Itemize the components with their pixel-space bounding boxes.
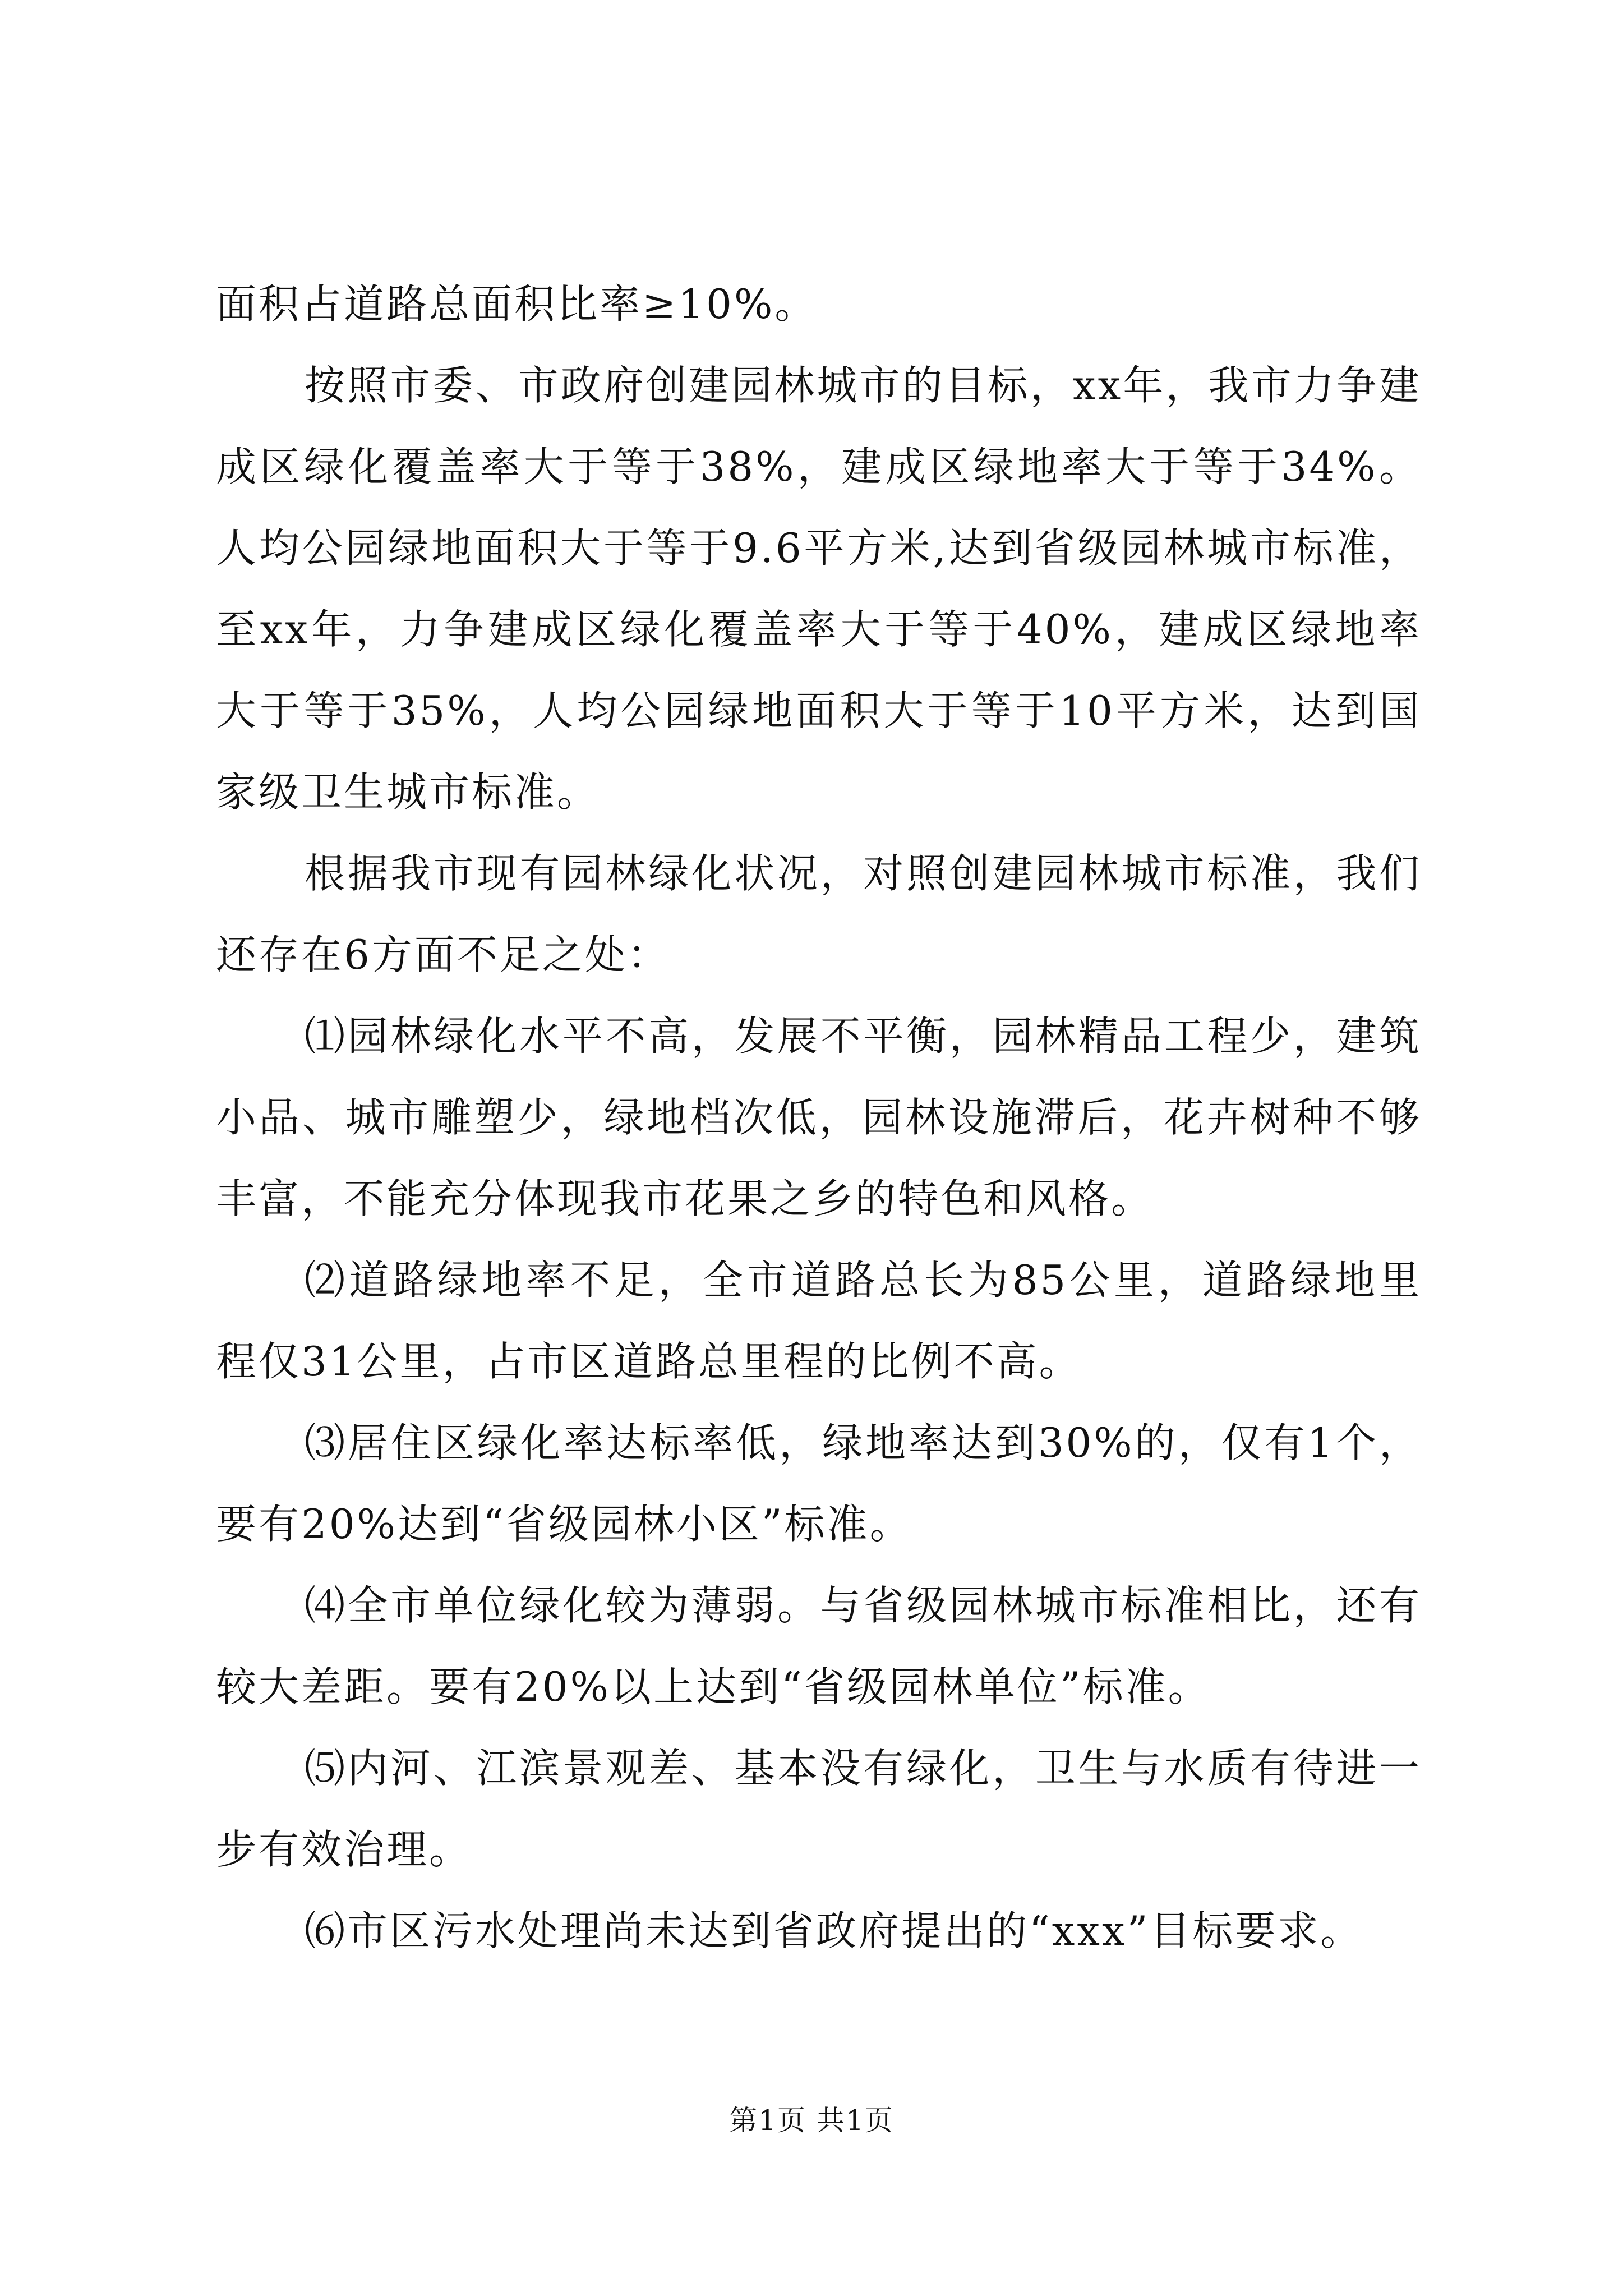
paragraph-shortcomings-intro: 根据我市现有园林绿化状况，对照创建园林城市标准，我们还存在6方面不足之处： bbox=[216, 850, 1422, 978]
paragraph-shortcoming-1: ⑴园林绿化水平不高，发展不平衡，园林精品工程少，建筑小品、城市雕塑少，绿地档次低，园林设施滞后，花卉树种不够丰富，不能充分体现我市花果之乡的特色和风格。 bbox=[216, 1013, 1422, 1222]
page-number-footer: 第1页 共1页 bbox=[729, 2104, 894, 2137]
paragraph-shortcoming-4: ⑷全市单位绿化较为薄弱。与省级园林城市标准相比，还有较大差距。要有20%以上达到“省级园林单位”标准。 bbox=[216, 1582, 1422, 1710]
paragraph-continuation: 面积占道路总面积比率≥10%。 bbox=[216, 280, 818, 328]
paragraph-shortcoming-3: ⑶居住区绿化率达标率低，绿地率达到30%的，仅有1个，要有20%达到“省级园林小区”标准。 bbox=[216, 1419, 1422, 1548]
paragraph-shortcoming-5: ⑸内河、江滨景观差、基本没有绿化，卫生与水质有待进一步有效治理。 bbox=[216, 1745, 1422, 1873]
paragraph-shortcoming-6: ⑹市区污水处理尚未达到省政府提出的“xxx”目标要求。 bbox=[305, 1907, 1363, 1954]
paragraph-garden-city-targets: 按照市委、市政府创建园林城市的目标，xx年，我市力争建成区绿化覆盖率大于等于38%，建成区绿地率大于等于34%。人均公园绿地面积大于等于9.6平方米,达到省级园林城市标准，至xx年，力争建成区绿化覆盖率大于等于40%，建成区绿地率大于等于35%，人均公园绿地面积大于等于10平方米，达到国家级卫生城市标准。 bbox=[216, 362, 1422, 816]
document-body bbox=[216, 264, 1422, 1972]
paragraph-shortcoming-2: ⑵道路绿地率不足，全市道路总长为85公里，道路绿地里程仅31公里，占市区道路总里程的比例不高。 bbox=[216, 1257, 1422, 1385]
